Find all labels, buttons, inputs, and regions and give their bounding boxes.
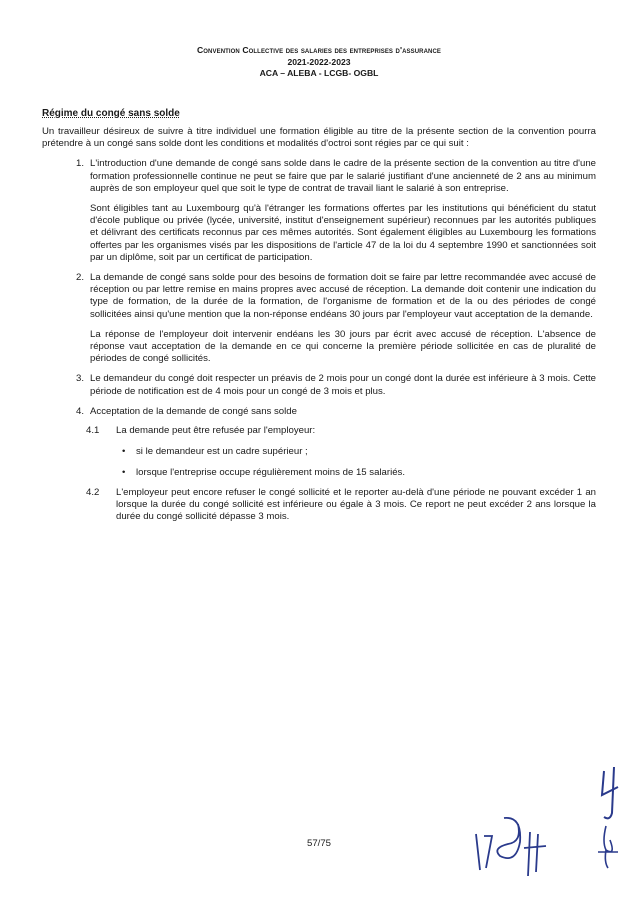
- list-item-3: [42, 373, 596, 397]
- list-item-number: 2.: [76, 272, 85, 284]
- list-item-paragraph: Acceptation de la demande de congé sans solde: [90, 405, 297, 417]
- bullet-icon: •: [122, 467, 126, 479]
- list-item-paragraph: La réponse de l'employeur doit intervenir endéans les 30 jours par écrit avec accusé de réception. L'absence de réponse vaut acceptation de la demande en ce qui concerne la première période sollicitée en cas de pluralité de périodes de congé sollicités.: [90, 328, 596, 365]
- intro-paragraph: Un travailleur désireux de suivre à titre individuel une formation éligible au titre de la présente section de la convention pourra prétendre à un congé sans solde dont les conditions et modalités d'octroi sont régies par ce qui suit :: [42, 126, 596, 150]
- bullet-text: si le demandeur est un cadre supérieur ;: [136, 446, 308, 458]
- bullet-text: lorsque l'entreprise occupe régulièrement moins de 15 salariés.: [136, 467, 405, 479]
- list-item-4: [42, 406, 596, 418]
- bullet-item: [42, 446, 596, 458]
- sub-item-text: La demande peut être refusée par l'employeur:: [116, 425, 316, 437]
- bullet-icon: •: [122, 446, 126, 458]
- list-item-paragraph: Sont éligibles tant au Luxembourg qu'à l'étranger les formations offertes par les institutions qui bénéficient du statut d'école publique ou privée (lycée, université, institut d'enseignement supérieur) reconnues par les autorités publiques et délivrant des certificats reconnus par ces mêmes autorités. Sont également éligibles au Luxembourg les formations offertes par les organismes visés par les dispositions de l'article 47 de la loi du 4 septembre 1990 et sanctionnées soit par un diplôme, soit par un certificat de participation.: [90, 203, 596, 263]
- sub-item-text: L'employeur peut encore refuser le congé sollicité et le reporter au-delà d'une période ne pouvant excéder 1 an lorsque la durée du congé sollicité est inférieure ou égale à 3 mois. Ce report ne peut excéder 2 ans lorsque la durée du congé sollicité dépasse 3 mois.: [116, 486, 596, 523]
- bullet-item: [42, 467, 596, 479]
- document-header: [0, 45, 638, 80]
- signature-initials-center: [470, 812, 560, 882]
- list-item-1: [42, 158, 596, 264]
- page-number: 57/75: [306, 838, 331, 849]
- list-item-paragraph: La demande de congé sans solde pour des besoins de formation doit se faire par lettre recommandée avec accusé de réception ou par lettre remise en mains propres avec accusé de réception. La demande doit contenir une indication du type de formation, de la durée de la formation, de l'organisme de formation et de la ou des périodes de congé sollicitées ainsi qu'une mention que la non-réponse endéans 30 jours par l'employeur vaut acceptation de la demande.: [90, 272, 596, 320]
- list-item-number: 1.: [76, 158, 85, 170]
- list-item-2: [42, 272, 596, 365]
- header-convention-title: Convention Collective des salaries des entreprises d'assurance: [196, 45, 441, 55]
- list-item-paragraph: L'introduction d'une demande de congé sans solde dans le cadre de la présente section de la convention au titre d'une formation professionnelle continue ne peut se faire que par le salarié justifiant d'une ancienneté de 2 ans au minimum auprès de son employeur quel que soit le type de contrat de travail liant le salarié à son entreprise.: [90, 158, 596, 194]
- sub-item-number: 4.1: [86, 425, 100, 437]
- sub-item-number: 4.2: [86, 486, 100, 498]
- document-body: [42, 126, 596, 523]
- signature-initials-right-bottom: [588, 822, 628, 872]
- list-item-number: 4.: [76, 405, 85, 417]
- sub-item-4-2: [42, 487, 596, 524]
- header-years: 2021-2022-2023: [287, 56, 351, 67]
- sub-item-4-1: [42, 425, 596, 437]
- list-item-paragraph: Le demandeur du congé doit respecter un préavis de 2 mois pour un congé dont la durée est inférieure à 3 mois. Cette période de notification est de 4 mois pour un congé de 3 mois et plus.: [90, 373, 596, 397]
- signature-initials-right-top: [592, 765, 632, 825]
- section-title: Régime du congé sans solde: [42, 108, 180, 119]
- header-parties: ACA – ALEBA - LCGB- OGBL: [259, 68, 379, 78]
- list-item-number: 3.: [76, 373, 85, 385]
